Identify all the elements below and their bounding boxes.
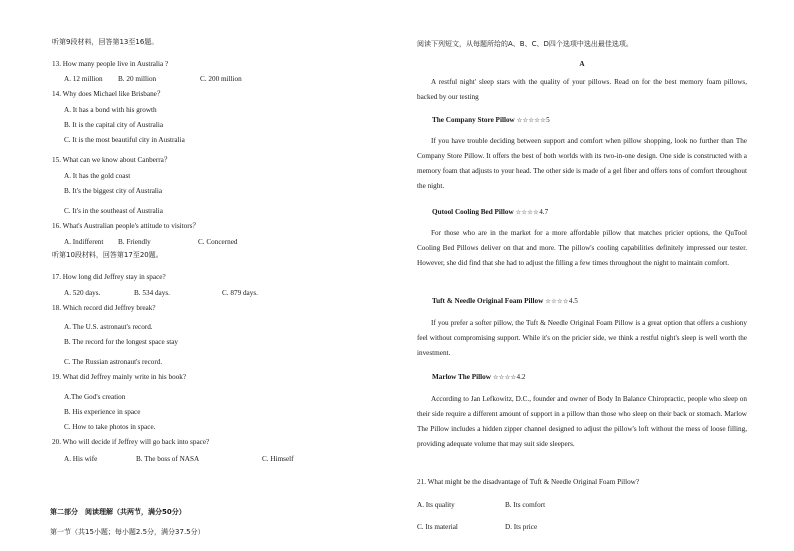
product-name: The Company Store Pillow [432,116,515,124]
question-18-stem: 18. Which record did Jeffrey break? [52,304,156,312]
question-21-option-b: B. Its comfort [505,501,546,509]
part-two-heading: 第二部分 阅读理解（共两节，满分50分） [50,508,186,516]
question-17-option-b: B. 534 days. [134,289,170,297]
question-21-stem: 21. What might be the disadvantage of Tuft & Needle Original Foam Pillow? [417,478,640,486]
question-13-option-b: B. 20 million [118,75,157,83]
product-name: Marlow The Pillow [432,373,491,381]
product-name: Tuft & Needle Original Foam Pillow [432,297,544,305]
question-14-stem: 14. Why does Michael like Brisbane？ [52,90,165,98]
question-19-option-a: A.The God's creation [64,393,126,401]
question-20-option-c: C. Himself [262,455,294,463]
question-16-option-c: C. Concerned [198,238,238,246]
product-heading-3 [432,297,578,307]
product-rating: 4.5 [568,297,578,305]
listening-intro-10: 听第10段材料，回答第17至20题。 [52,251,163,259]
question-19-stem: 19. What did Jeffrey mainly write in his book? [52,373,187,381]
question-18-option-a: A. The U.S. astronaut's record. [64,323,153,331]
question-20-option-b: B. The boss of NASA [136,455,200,463]
product-description-4: According to Jan Lefkowitz, D.C., founder and owner of Body In Balance Chiropractic, people who sleep on their side require a different amount of support in a pillow than those who sleep on their back or stomach. Marlow The Pillow includes a hidden zipper channel designed to adjust the pillow's loft without the mess of loose filling, providing adequate volume that may suit side sleepers. [417,395,747,448]
product-rating: 4.7 [539,208,549,216]
question-18-option-b: B. The record for the longest space stay [64,338,179,346]
question-14-option-b: B. It is the capital city of Australia [64,121,164,129]
listening-intro-9: 听第9段材料，回答第13至16题。 [52,38,159,46]
question-21-option-d: D. Its price [505,523,538,531]
passage-letter: A [579,60,585,68]
question-20-option-a: A. His wife [64,455,98,463]
question-15-option-b: B. It's the biggest city of Australia [64,187,163,195]
question-19-option-b: B. His experience in space [64,408,141,416]
question-13-option-c: C. 200 million [200,75,242,83]
question-17-option-a: A. 520 days. [64,289,101,297]
question-21-option-a: A. Its quality [417,501,455,509]
product-heading-4 [432,373,525,383]
product-rating: 4.2 [516,373,526,381]
star-rating-icon: ☆☆☆☆☆ [516,118,547,124]
passage-intro: A restful night' sleep stars with the quality of your pillows. Read on for the best memory foam pillows, backed by our testing [417,78,747,101]
question-21-option-c: C. Its material [417,523,458,531]
question-14-option-a: A. It has a bond with his growth [64,106,157,114]
question-16-stem: 16. What's Australian people's attitude to visitors？ [52,222,200,230]
question-15-option-a: A. It has the gold coast [64,172,131,180]
question-18-option-c: C. The Russian astronaut's record. [64,358,163,366]
question-16-option-b: B. Friendly [118,238,151,246]
question-16-option-a: A. Indifferent [64,238,104,246]
question-13-stem: 13. How many people live in Australia ? [52,60,169,68]
question-20-stem: 20. Who will decide if Jeffrey will go back into space? [52,438,210,446]
reading-instruction: 阅读下列短文，从每题所给的A、B、C、D四个选项中选出最佳选项。 [417,40,633,48]
question-13-option-a: A. 12 million [64,75,103,83]
product-description-1: If you have trouble deciding between support and comfort when pillow shopping, look no further than The Company Store Pillow. It offers the best of both worlds with its two-in-one design. One side is constructed with a memory foam that adjusts to your head. The other side is made of a gel fiber and offers tons of comfort throughout the night. [417,137,747,190]
section-one-heading: 第一节（共15小题；每小题2.5分，满分37.5分） [50,528,205,536]
question-17-stem: 17. How long did Jeffrey stay in space? [52,273,166,281]
question-15-option-c: C. It's in the southeast of Australia [64,207,163,215]
star-rating-icon: ☆☆☆☆ [545,299,569,305]
product-rating: 5 [546,116,550,124]
product-heading-2 [432,208,548,218]
star-rating-icon: ☆☆☆☆ [515,210,540,216]
question-15-stem: 15. What can we know about Canberra？ [52,156,172,164]
product-heading-1 [432,116,550,126]
star-rating-icon: ☆☆☆☆ [492,375,517,381]
product-name: Qutool Cooling Bed Pillow [432,208,514,216]
question-19-option-c: C. How to take photos in space. [64,423,156,431]
product-description-3: If you prefer a softer pillow, the Tuft & Needle Original Foam Pillow is a great option that offers a cushiony feel without compromising support. While it's on the pricier side, we think a restful night's sleep is well worth the investment. [417,319,747,357]
product-description-2: For those who are in the market for a more affordable pillow that matches pricier options, the QuTool Cooling Bed Pillows deliver on that and more. The pillow's cooling capabilities definitely impressed our tester. However, she did find that she had to adjust the filling a few times throughout the night to maintain comfort. [417,229,747,267]
question-14-option-c: C. It is the most beautiful city in Australia [64,136,185,144]
question-17-option-c: C. 879 days. [222,289,258,297]
